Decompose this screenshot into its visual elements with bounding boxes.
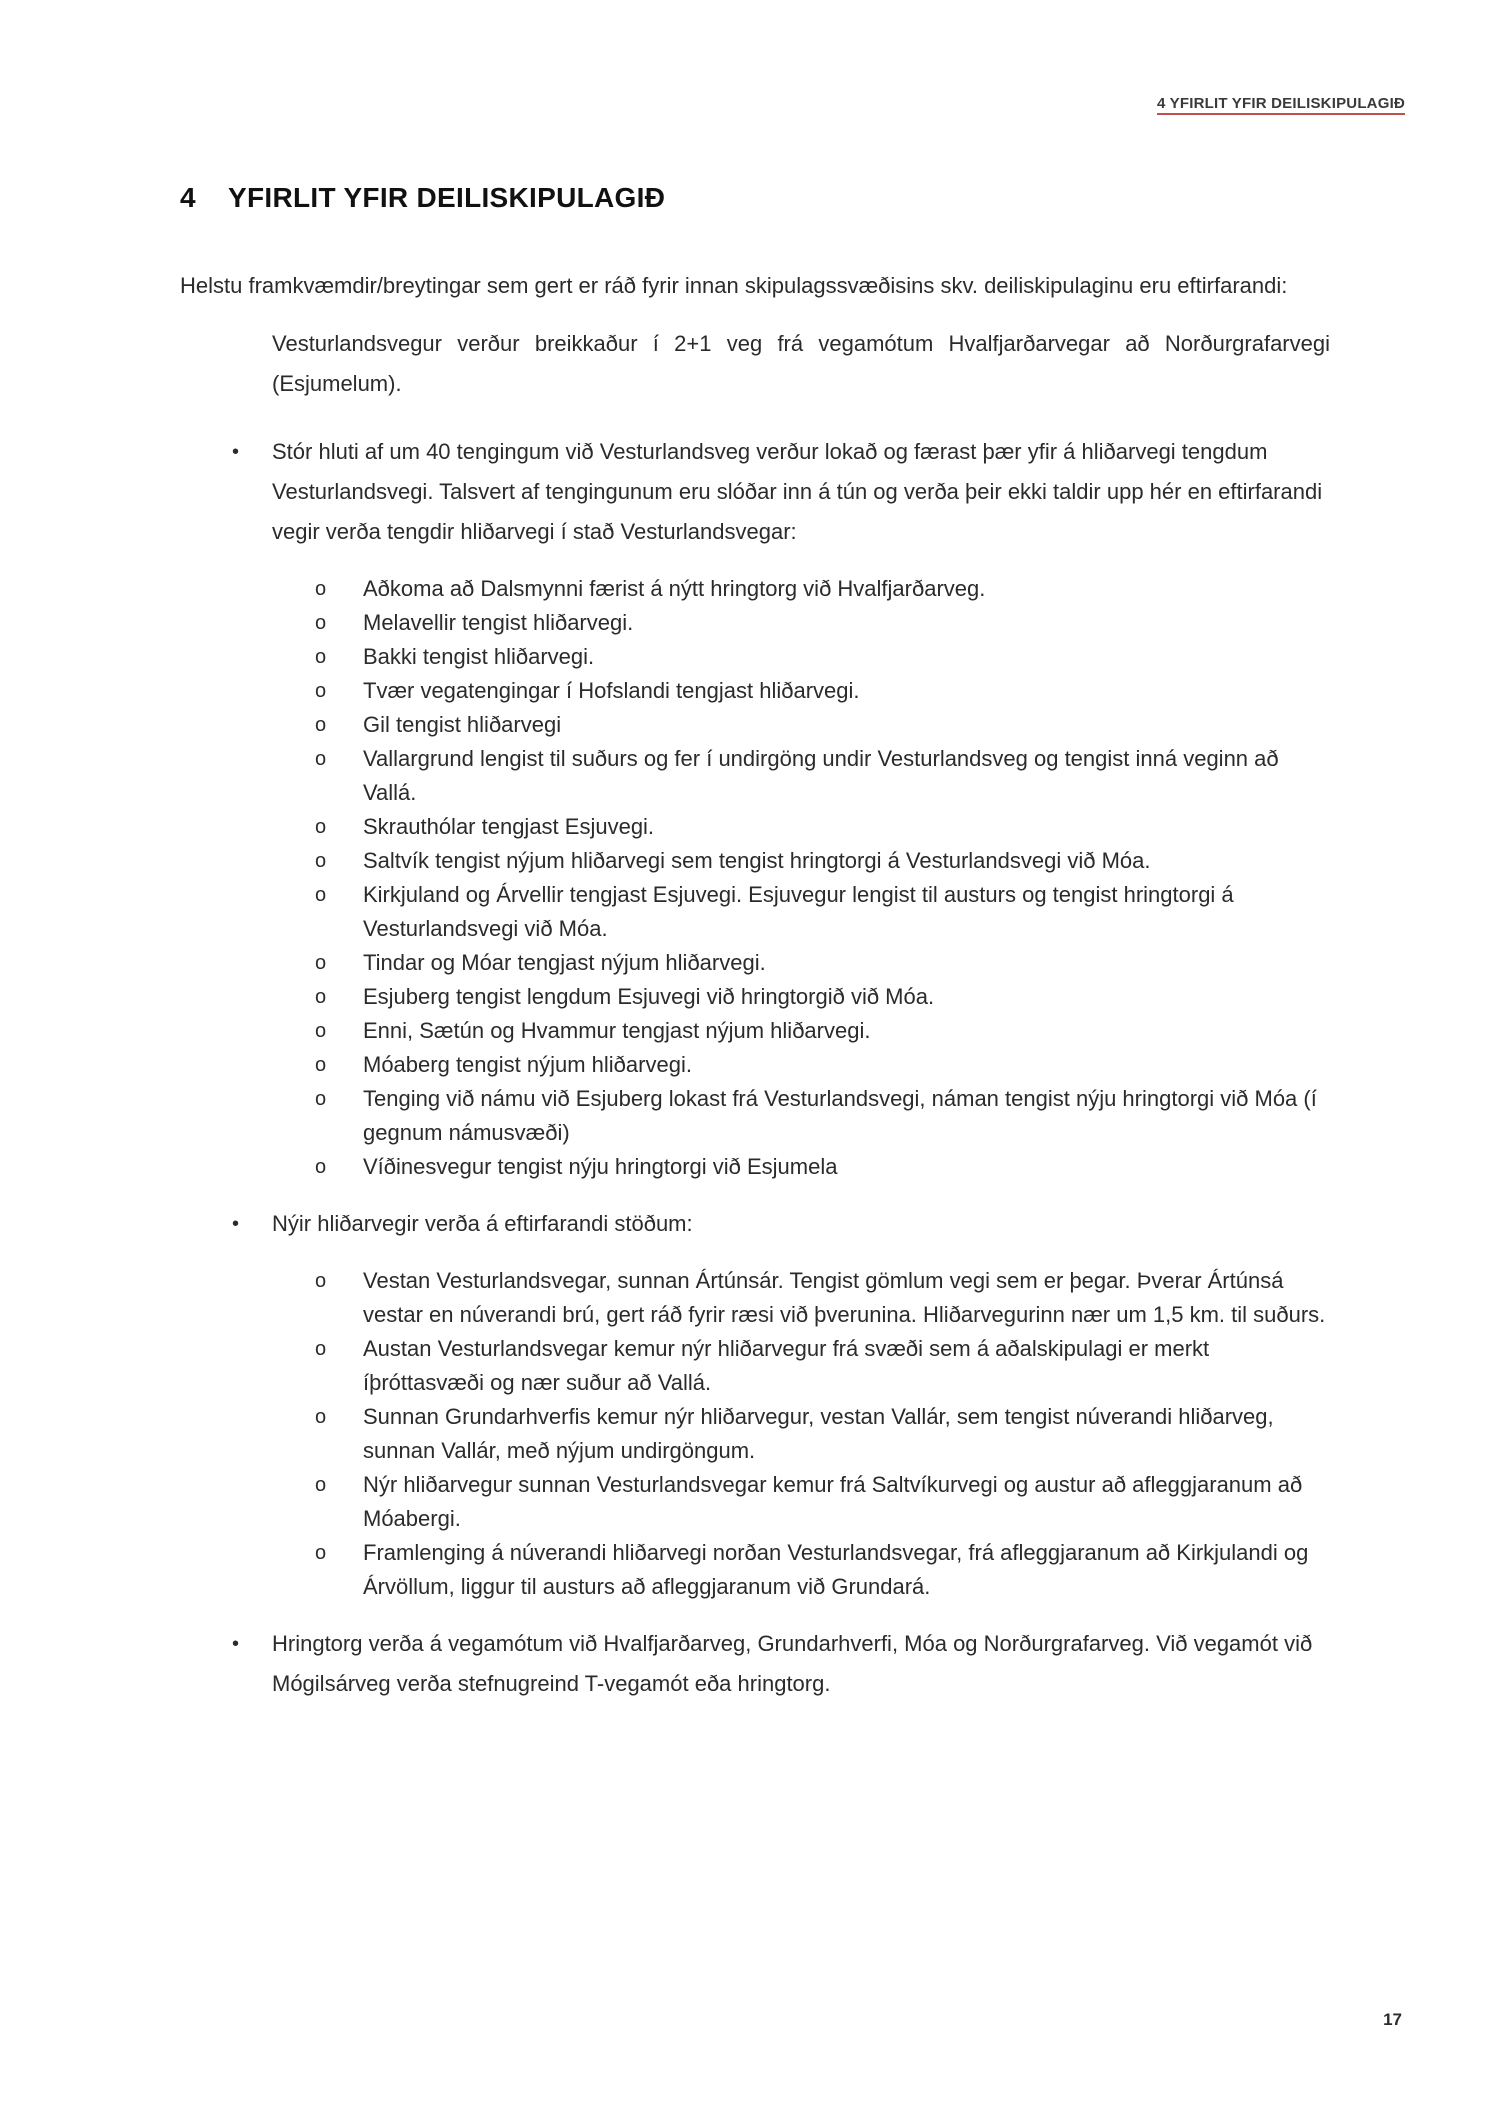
sub-list-item-text: Saltvík tengist nýjum hliðarvegi sem tengist hringtorgi á Vesturlandsvegi við Móa. [363,848,1151,873]
circle-bullet-icon: o [315,1020,327,1042]
sub-list-item [180,1150,1330,1184]
sub-list-item-text: Framlenging á núverandi hliðarvegi norðan Vesturlandsvegar, frá afleggjaranum að Kirkjulandi og Árvöllum, liggur til austurs að afleggjaranum við Grundará. [363,1540,1309,1599]
sub-list-item [180,742,1330,810]
sub-list [180,572,1330,1184]
sub-list-item-text: Esjuberg tengist lengdum Esjuvegi við hringtorgið við Móa. [363,984,935,1009]
sub-list-item [180,1264,1330,1332]
circle-bullet-icon: o [315,1406,327,1428]
bullet-row [180,432,1330,552]
sub-list-item-text: Aðkoma að Dalsmynni færist á nýtt hringtorg við Hvalfjarðarveg. [363,576,986,601]
sub-list-item-text: Bakki tengist hliðarvegi. [363,644,595,669]
sub-list-item-text: Skrauthólar tengjast Esjuvegi. [363,814,655,839]
sub-list-item-text: Nýr hliðarvegur sunnan Vesturlandsvegar kemur frá Saltvíkurvegi og austur að afleggjaranum að Móabergi. [363,1472,1303,1531]
circle-bullet-icon: o [315,714,327,736]
sub-list-item [180,946,1330,980]
intro-paragraph: Helstu framkvæmdir/breytingar sem gert er ráð fyrir innan skipulagssvæðisins skv. deiliskipulaginu eru eftirfarandi: [180,273,1288,298]
circle-bullet-icon: o [315,952,327,974]
circle-bullet-icon: o [315,850,327,872]
running-header: 4 YFIRLIT YFIR DEILISKIPULAGIÐ [1157,95,1405,115]
bullet-dot-icon: • [232,1633,240,1655]
sub-list-item-text: Gil tengist hliðarvegi [363,712,562,737]
sub-list-item-text: Tvær vegatengingar í Hofslandi tengjast hliðarvegi. [363,678,860,703]
chapter-title: YFIRLIT YFIR DEILISKIPULAGIÐ [228,182,666,213]
sub-list-item [180,1332,1330,1400]
sub-list-item-text: Enni, Sætún og Hvammur tengjast nýjum hliðarvegi. [363,1018,871,1043]
sub-list-item-text: Tenging við námu við Esjuberg lokast frá Vesturlandsvegi, náman tengist nýju hringtorgi við Móa (í gegnum námusvæði) [363,1086,1317,1145]
circle-bullet-icon: o [315,680,327,702]
chapter-heading [180,182,665,214]
circle-bullet-icon: o [315,1088,327,1110]
sub-list [180,1264,1330,1604]
bullet-text: Stór hluti af um 40 tengingum við Vesturlandsveg verður lokað og færast þær yfir á hliðarvegi tengdum Vesturlandsvegi. Talsvert af tengingunum eru slóðar inn á tún og verða þeir ekki taldir upp hér en eftirfarandi vegir verða tengdir hliðarvegi í stað Vesturlandsvegar: [272,439,1323,544]
sub-list-item-text: Víðinesvegur tengist nýju hringtorgi við Esjumela [363,1154,838,1179]
circle-bullet-icon: o [315,748,327,770]
bullet-text: Nýir hliðarvegir verða á eftirfarandi stöðum: [272,1211,693,1236]
sub-list-item [180,572,1330,606]
bullet-row [180,1204,1330,1244]
page-number: 17 [1383,2010,1402,2029]
sub-list-item-text: Sunnan Grundarhverfis kemur nýr hliðarvegur, vestan Vallár, sem tengist núverandi hliðarveg, sunnan Vallár, með nýjum undirgöngum. [363,1404,1274,1463]
bullet-item [180,1624,1330,1704]
circle-bullet-icon: o [315,1338,327,1360]
bullet-dot-icon: • [232,441,240,463]
sub-list-item [180,606,1330,640]
circle-bullet-icon: o [315,612,327,634]
sub-list-item [180,844,1330,878]
sub-list-item [180,708,1330,742]
sub-list-item [180,674,1330,708]
chapter-number: 4 [180,182,196,213]
bullet-item [180,1204,1330,1604]
bullet-list [180,432,1330,1704]
sub-list-item-text: Vestan Vesturlandsvegar, sunnan Ártúnsár. Tengist gömlum vegi sem er þegar. Þverar Ártúnsá vestar en núverandi brú, gert ráð fyrir ræsi við þverunina. Hliðarvegurinn nær um 1,5 km. til suðurs. [363,1268,1326,1327]
circle-bullet-icon: o [315,986,327,1008]
circle-bullet-icon: o [315,884,327,906]
circle-bullet-icon: o [315,816,327,838]
bullet-dot-icon: • [232,1213,240,1235]
bullet-row [180,1624,1330,1704]
sub-list-item-text: Austan Vesturlandsvegar kemur nýr hliðarvegur frá svæði sem á aðalskipulagi er merkt íþróttasvæði og nær suður að Vallá. [363,1336,1210,1395]
sub-list-item [180,878,1330,946]
sub-list-item [180,1048,1330,1082]
circle-bullet-icon: o [315,1270,327,1292]
sub-list-item [180,1468,1330,1536]
sub-list-item-text: Vallargrund lengist til suðurs og fer í undirgöng undir Vesturlandsveg og tengist inná veginn að Vallá. [363,746,1279,805]
sub-list-item-text: Melavellir tengist hliðarvegi. [363,610,634,635]
bullet-item [180,432,1330,1184]
sub-list-item [180,980,1330,1014]
body-content [180,266,1330,1704]
sub-list-item [180,1536,1330,1604]
sub-list-item [180,640,1330,674]
sub-list-item [180,1400,1330,1468]
circle-bullet-icon: o [315,646,327,668]
bullet-text: Hringtorg verða á vegamótum við Hvalfjarðarveg, Grundarhverfi, Móa og Norðurgrafarveg. Við vegamót við Mógilsárveg verða stefnugreind T-vegamót eða hringtorg. [272,1631,1313,1696]
circle-bullet-icon: o [315,1054,327,1076]
sub-list-item [180,810,1330,844]
circle-bullet-icon: o [315,1474,327,1496]
indented-paragraph: Vesturlandsvegur verður breikkaður í 2+1 veg frá vegamótum Hvalfjarðarvegar að Norðurgrafarvegi (Esjumelum). [272,331,1330,396]
sub-list-item [180,1014,1330,1048]
circle-bullet-icon: o [315,1156,327,1178]
sub-list-item-text: Móaberg tengist nýjum hliðarvegi. [363,1052,692,1077]
sub-list-item-text: Tindar og Móar tengjast nýjum hliðarvegi. [363,950,766,975]
sub-list-item-text: Kirkjuland og Árvellir tengjast Esjuvegi. Esjuvegur lengist til austurs og tengist hringtorgi á Vesturlandsvegi við Móa. [363,882,1234,941]
circle-bullet-icon: o [315,1542,327,1564]
sub-list-item [180,1082,1330,1150]
circle-bullet-icon: o [315,578,327,600]
